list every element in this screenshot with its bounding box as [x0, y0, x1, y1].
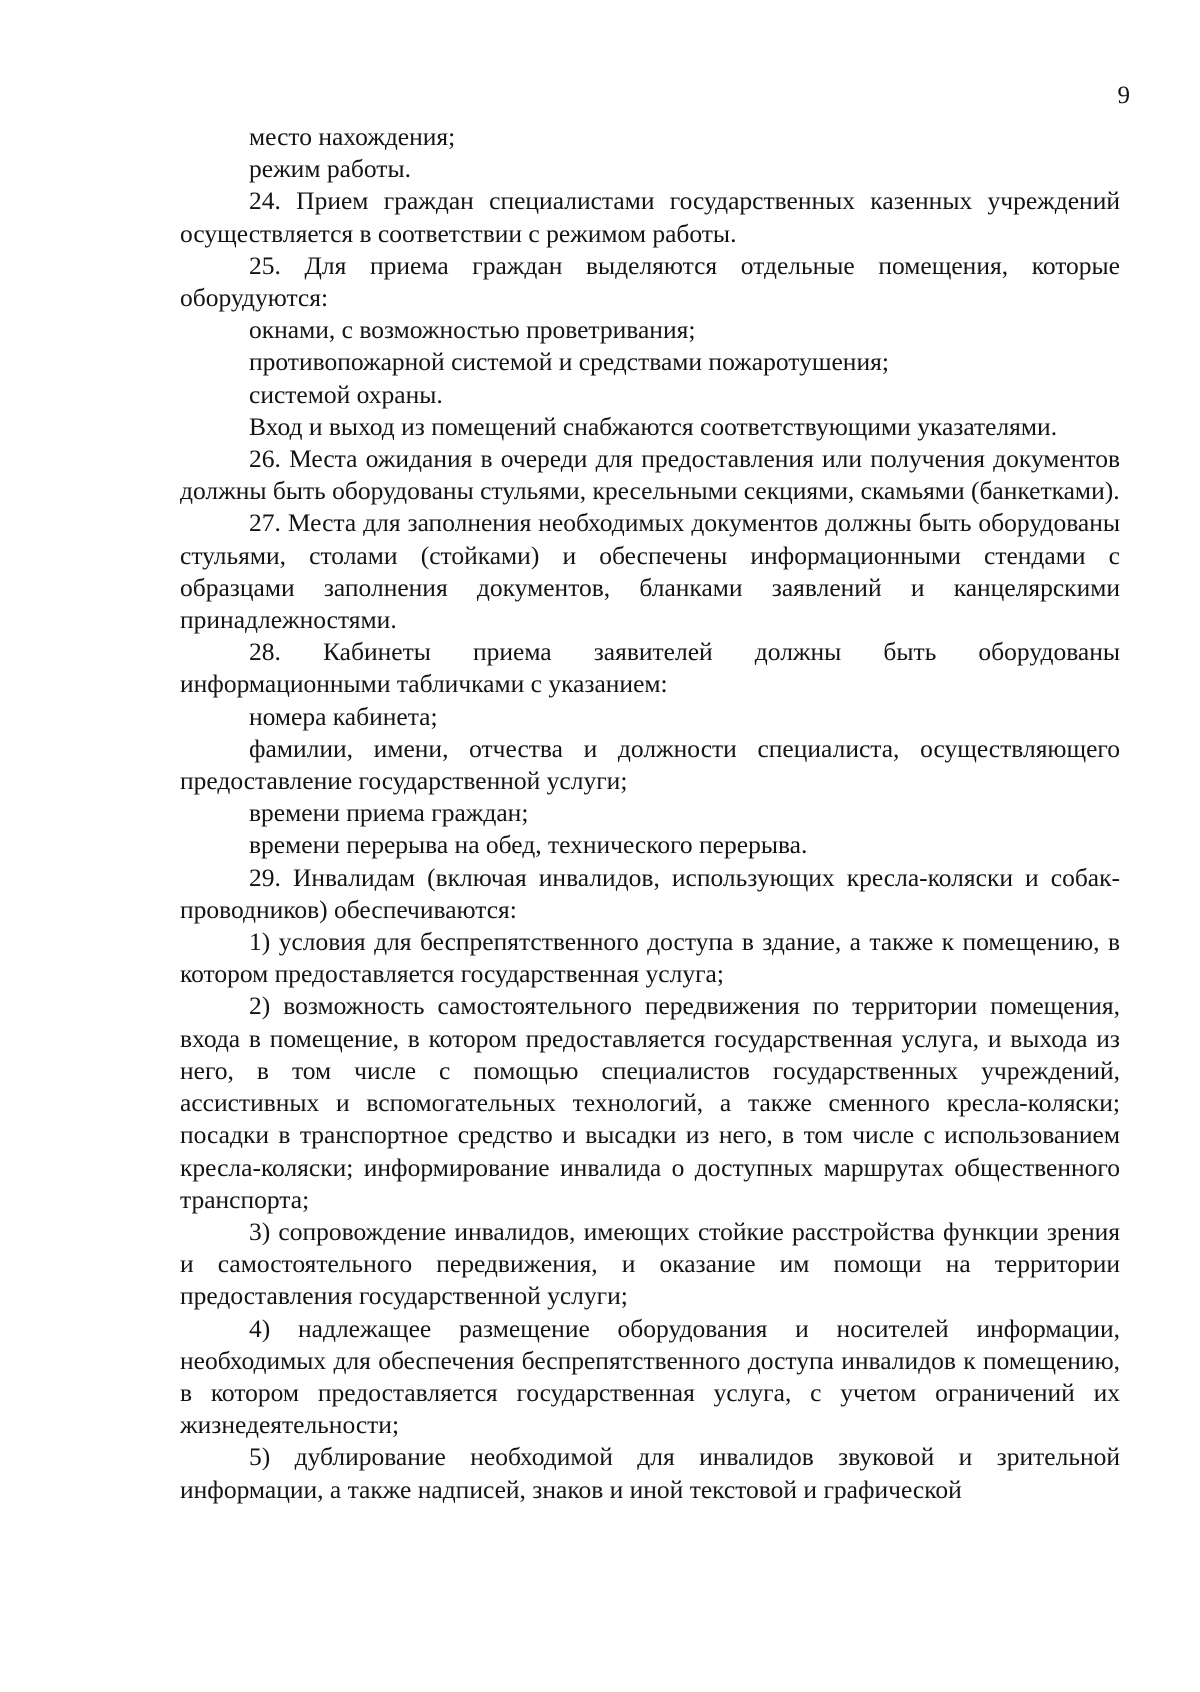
paragraph: 4) надлежащее размещение оборудования и носителей информации, необходимых для обеспечения беспрепятственного доступа инвалидов к помещению, в котором предоставляется государственная услуга, с учетом ограничений их жизнедеятельности; — [180, 1313, 1120, 1440]
paragraph: 25. Для приема граждан выделяются отдельные помещения, которые оборудуются: — [180, 250, 1120, 313]
paragraph: 27. Места для заполнения необходимых документов должны быть оборудованы стульями, столами (стойками) и обеспечены информационными стендами с образцами заполнения документов, бланками заявлений и канцелярскими принадлежностями. — [180, 508, 1120, 635]
document-body — [180, 121, 1120, 1506]
paragraph: окнами, с возможностью проветривания; — [249, 315, 696, 345]
paragraph: 29. Инвалидам (включая инвалидов, использующих кресла-коляски и собак-проводников) обеспечиваются: — [180, 862, 1120, 924]
paragraph: 1) условия для беспрепятственного доступа в здание, а также к помещению, в котором предоставляется государственная услуга; — [180, 927, 1120, 989]
paragraph: режим работы. — [249, 154, 411, 184]
paragraph: место нахождения; — [249, 122, 456, 151]
paragraph: 26. Места ожидания в очереди для предоставления или получения документов должны быть оборудованы стульями, кресельными секциями, скамьями (банкетками). — [180, 444, 1120, 506]
paragraph: 28. Кабинеты приема заявителей должны быть оборудованы информационными табличками с указанием: — [180, 637, 1120, 699]
paragraph: противопожарной системой и средствами пожаротушения; — [249, 347, 889, 377]
paragraph: времени перерыва на обед, технического перерыва. — [249, 830, 808, 860]
paragraph: фамилии, имени, отчества и должности специалиста, осуществляющего предоставление государственной услуги; — [180, 733, 1120, 796]
paragraph: системой охраны. — [249, 379, 443, 409]
paragraph: времени приема граждан; — [249, 798, 529, 828]
paragraph: номера кабинета; — [249, 701, 438, 731]
page-number: 9 — [1117, 82, 1130, 109]
paragraph: Вход и выход из помещений снабжаются соответствующими указателями. — [249, 411, 1058, 441]
paragraph: 2) возможность самостоятельного передвижения по территории помещения, входа в помещение, в котором предоставляется государственная услуга, и выхода из него, в том числе с помощью специалистов государственных учреждений, ассистивных и вспомогательных технологий, а также сменного кресла-коляски; посадки в транспортное средство и высадки из него, в том числе с использованием кресла-коляски; информирование инвалида о доступных маршрутах общественного транспорта; — [180, 991, 1120, 1214]
paragraph: 24. Прием граждан специалистами государственных казенных учреждений осуществляется в соответствии с режимом работы. — [180, 186, 1120, 248]
paragraph: 3) сопровождение инвалидов, имеющих стойкие расстройства функции зрения и самостоятельного передвижения, и оказание им помощи на территории предоставления государственной услуги; — [180, 1216, 1120, 1311]
paragraph: 5) дублирование необходимой для инвалидов звуковой и зрительной информации, а также надписей, знаков и иной текстовой и графической — [180, 1442, 1120, 1504]
